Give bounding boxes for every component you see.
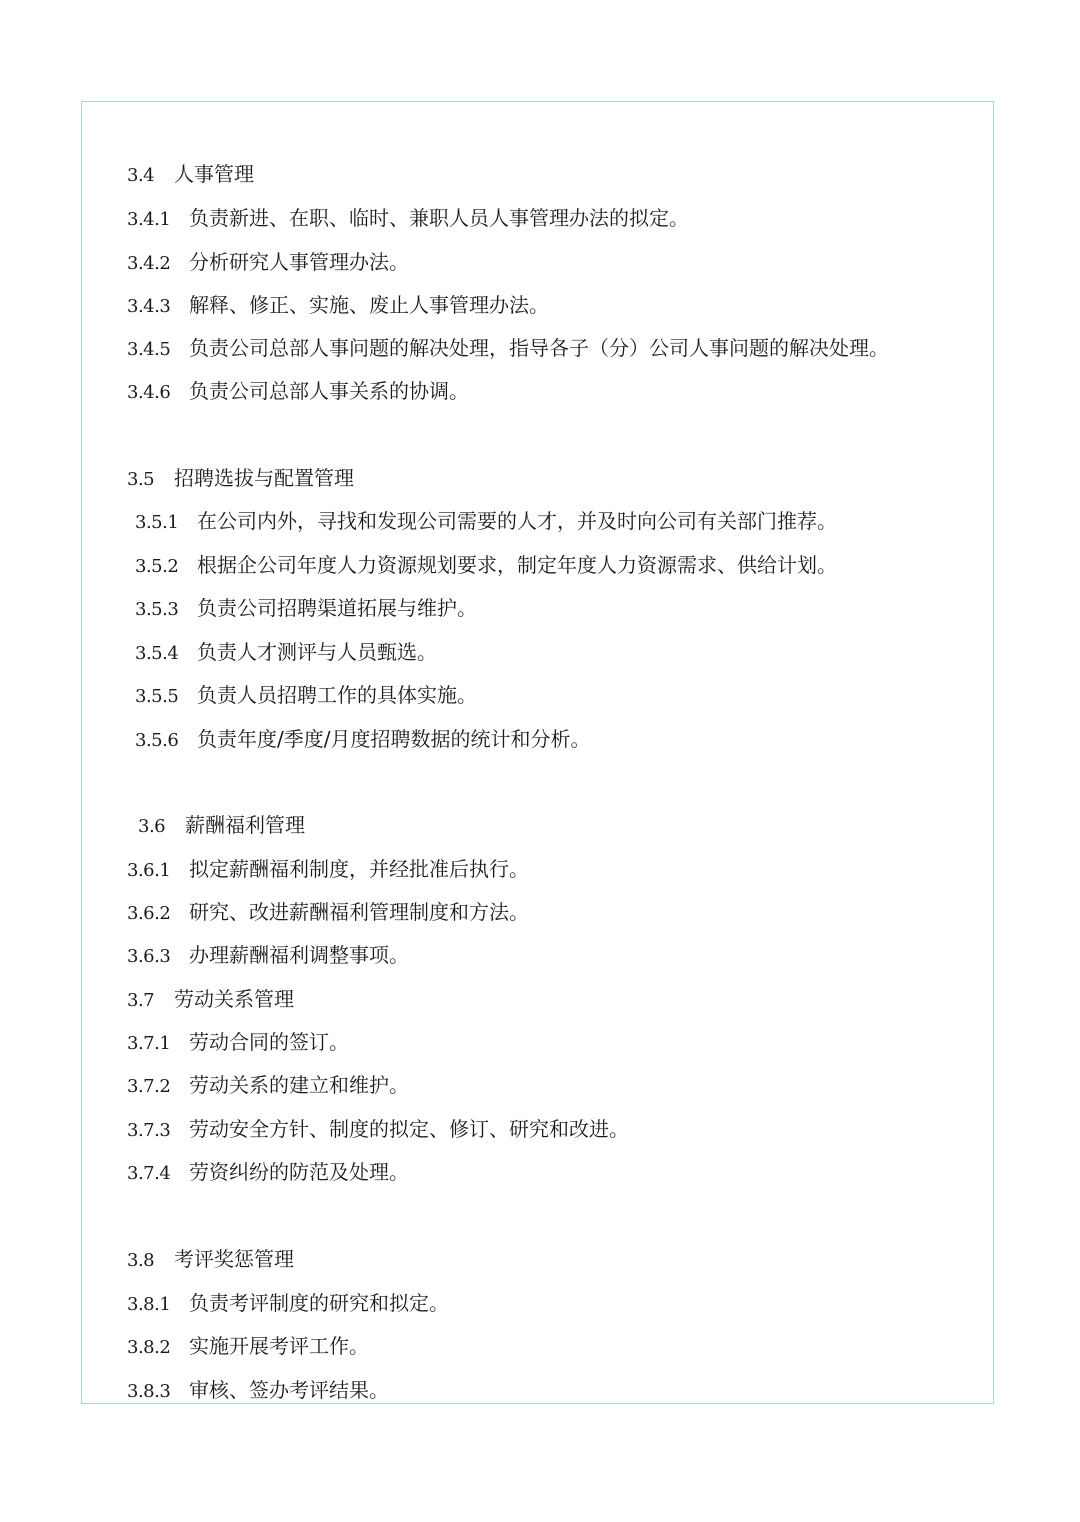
list-item — [127, 1159, 409, 1187]
item-number: 3.5.2 — [135, 556, 179, 577]
item-number: 3.8.1 — [127, 1294, 171, 1315]
item-text: 办理薪酬福利调整事项。 — [189, 943, 409, 967]
list-item — [127, 1333, 369, 1361]
list-item — [135, 682, 477, 710]
item-text: 劳动关系的建立和维护。 — [189, 1073, 409, 1097]
list-item — [127, 1290, 449, 1318]
section-number: 3.7 — [127, 990, 155, 1011]
section-title: 薪酬福利管理 — [185, 813, 305, 837]
section-heading — [127, 1246, 294, 1274]
item-text: 负责公司总部人事问题的解决处理，指导各子（分）公司人事问题的解决处理。 — [189, 336, 889, 360]
section-heading — [127, 161, 254, 189]
section-title: 人事管理 — [174, 162, 254, 186]
item-text: 劳资纠纷的防范及处理。 — [189, 1160, 409, 1184]
list-item — [135, 552, 837, 580]
list-item — [127, 1377, 389, 1405]
list-item — [127, 292, 549, 320]
item-text: 负责人员招聘工作的具体实施。 — [197, 683, 477, 707]
item-number: 3.5.5 — [135, 686, 179, 707]
list-item — [127, 1116, 629, 1144]
item-text: 分析研究人事管理办法。 — [189, 250, 409, 274]
item-number: 3.7.3 — [127, 1120, 171, 1141]
item-text: 负责新进、在职、临时、兼职人员人事管理办法的拟定。 — [189, 206, 689, 230]
list-item — [127, 249, 409, 277]
item-number: 3.7.1 — [127, 1033, 171, 1054]
list-item — [127, 1029, 349, 1057]
section-title: 招聘选拔与配置管理 — [174, 466, 354, 490]
item-number: 3.6.2 — [127, 903, 171, 924]
item-text: 负责人才测评与人员甄选。 — [197, 640, 437, 664]
item-text: 研究、改进薪酬福利管理制度和方法。 — [189, 900, 529, 924]
list-item — [135, 726, 590, 754]
item-text: 审核、签办考评结果。 — [189, 1378, 389, 1402]
item-number: 3.5.1 — [135, 512, 179, 533]
item-number: 3.4.3 — [127, 296, 171, 317]
section-heading — [127, 986, 294, 1014]
item-number: 3.4.2 — [127, 253, 171, 274]
section-number: 3.5 — [127, 469, 155, 490]
item-text: 劳动合同的签订。 — [189, 1030, 349, 1054]
item-text: 解释、修正、实施、废止人事管理办法。 — [189, 293, 549, 317]
section-heading — [127, 465, 354, 493]
item-number: 3.6.3 — [127, 946, 171, 967]
item-number: 3.8.2 — [127, 1337, 171, 1358]
item-number: 3.5.3 — [135, 599, 179, 620]
item-text: 实施开展考评工作。 — [189, 1334, 369, 1358]
list-item — [127, 1072, 409, 1100]
list-item — [127, 335, 889, 363]
section-number: 3.6 — [138, 816, 166, 837]
item-text: 负责年度/季度/月度招聘数据的统计和分析。 — [197, 727, 591, 751]
list-item — [127, 378, 469, 406]
item-number: 3.5.6 — [135, 730, 179, 751]
section-number: 3.8 — [127, 1250, 155, 1271]
item-number: 3.5.4 — [135, 643, 179, 664]
section-heading — [138, 812, 305, 840]
list-item — [135, 508, 837, 536]
item-text: 负责公司总部人事关系的协调。 — [189, 379, 469, 403]
item-text: 劳动安全方针、制度的拟定、修订、研究和改进。 — [189, 1117, 629, 1141]
item-text: 负责考评制度的研究和拟定。 — [189, 1291, 449, 1315]
item-text: 在公司内外，寻找和发现公司需要的人才，并及时向公司有关部门推荐。 — [197, 509, 837, 533]
section-number: 3.4 — [127, 165, 155, 186]
section-title: 考评奖惩管理 — [174, 1247, 294, 1271]
list-item — [127, 899, 529, 927]
item-number: 3.7.4 — [127, 1163, 171, 1184]
item-text: 负责公司招聘渠道拓展与维护。 — [197, 596, 477, 620]
list-item — [127, 205, 689, 233]
item-text: 根据企公司年度人力资源规划要求，制定年度人力资源需求、供给计划。 — [197, 553, 837, 577]
item-number: 3.4.1 — [127, 209, 171, 230]
item-number: 3.6.1 — [127, 860, 171, 881]
item-text: 拟定薪酬福利制度，并经批准后执行。 — [189, 857, 529, 881]
item-number: 3.4.6 — [127, 382, 171, 403]
list-item — [127, 942, 409, 970]
list-item — [135, 595, 477, 623]
item-number: 3.4.5 — [127, 339, 171, 360]
list-item — [135, 639, 437, 667]
section-title: 劳动关系管理 — [174, 987, 294, 1011]
item-number: 3.7.2 — [127, 1076, 171, 1097]
item-number: 3.8.3 — [127, 1381, 171, 1402]
list-item — [127, 856, 529, 884]
